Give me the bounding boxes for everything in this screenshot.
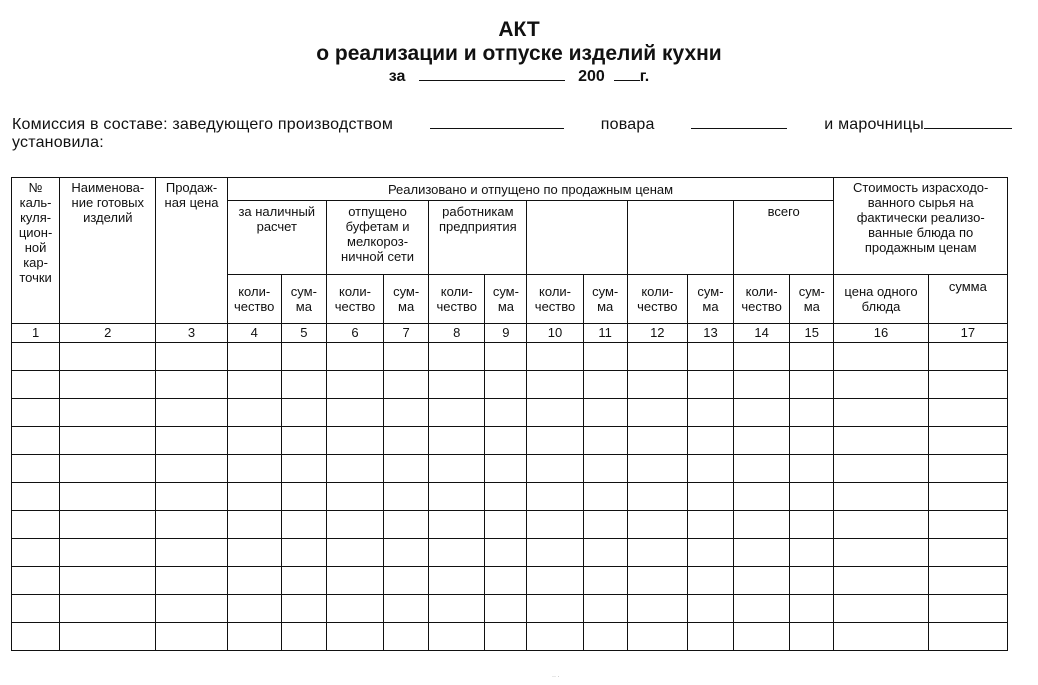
table-cell[interactable] — [12, 623, 60, 651]
column-number: 12 — [627, 324, 687, 343]
table-cell[interactable] — [281, 567, 326, 595]
table-cell[interactable] — [928, 539, 1007, 567]
table-cell[interactable] — [734, 567, 790, 595]
commission-text — [12, 116, 1012, 152]
table-cell[interactable] — [928, 567, 1007, 595]
table-cell[interactable] — [60, 483, 156, 511]
table-cell[interactable] — [627, 567, 687, 595]
column-number: 15 — [790, 324, 834, 343]
table-cell[interactable] — [227, 455, 281, 483]
table-cell[interactable] — [384, 595, 429, 623]
table-cell[interactable] — [60, 343, 156, 371]
column-number: 11 — [583, 324, 627, 343]
table-cell[interactable] — [583, 455, 627, 483]
table-cell[interactable] — [485, 595, 527, 623]
header-sold-group: Реализовано и отпущено по продажным ценам — [227, 178, 834, 201]
table-cell[interactable] — [60, 567, 156, 595]
table-cell[interactable] — [384, 483, 429, 511]
leaf-qty: коли-чество — [326, 275, 383, 324]
column-number: 16 — [834, 324, 928, 343]
table-row — [12, 595, 1008, 623]
table-row — [12, 399, 1008, 427]
table-cell[interactable] — [60, 427, 156, 455]
commission-line2: установила: — [12, 134, 104, 151]
table-cell[interactable] — [928, 483, 1007, 511]
table-cell[interactable] — [281, 455, 326, 483]
table-cell[interactable] — [485, 371, 527, 399]
table-cell[interactable] — [326, 399, 383, 427]
table-cell[interactable] — [60, 371, 156, 399]
table-cell[interactable] — [583, 343, 627, 371]
table-cell[interactable] — [485, 399, 527, 427]
table-cell[interactable] — [928, 511, 1007, 539]
table-cell[interactable] — [227, 371, 281, 399]
leaf-sum: сум-ма — [384, 275, 429, 324]
period-line — [0, 67, 1038, 87]
table-cell[interactable] — [527, 343, 583, 371]
subheader-empty-1 — [527, 201, 627, 275]
table-cell[interactable] — [790, 511, 834, 539]
document-header — [0, 18, 1038, 87]
table-cell[interactable] — [527, 483, 583, 511]
table-cell[interactable] — [12, 567, 60, 595]
table-cell[interactable] — [384, 399, 429, 427]
table-cell[interactable] — [429, 539, 485, 567]
table-cell[interactable] — [227, 399, 281, 427]
subheader-workers: работникам предприятия — [429, 201, 527, 275]
table-cell[interactable] — [429, 427, 485, 455]
table-cell[interactable] — [583, 483, 627, 511]
table-cell[interactable] — [12, 427, 60, 455]
table-cell[interactable] — [485, 483, 527, 511]
table-cell[interactable] — [834, 399, 928, 427]
report-table — [11, 177, 1008, 651]
table-cell[interactable] — [834, 567, 928, 595]
table-cell[interactable] — [429, 623, 485, 651]
table-cell[interactable] — [527, 427, 583, 455]
table-cell[interactable] — [485, 539, 527, 567]
table-cell[interactable] — [227, 427, 281, 455]
commission-part3: и марочницы — [824, 116, 924, 133]
table-cell[interactable] — [687, 623, 733, 651]
commission-part2: повара — [600, 116, 655, 133]
leaf-sum: сум-ма — [485, 275, 527, 324]
table-cell[interactable] — [627, 343, 687, 371]
table-cell[interactable] — [527, 595, 583, 623]
table-cell[interactable] — [281, 427, 326, 455]
table-cell[interactable] — [834, 483, 928, 511]
table-cell[interactable] — [627, 483, 687, 511]
table-row — [12, 511, 1008, 539]
table-cell[interactable] — [12, 511, 60, 539]
table-cell[interactable] — [60, 511, 156, 539]
table-cell[interactable] — [687, 427, 733, 455]
column-number: 6 — [326, 324, 383, 343]
table-cell[interactable] — [12, 595, 60, 623]
table-cell[interactable] — [527, 511, 583, 539]
table-cell[interactable] — [326, 595, 383, 623]
leaf-sum: сум-ма — [790, 275, 834, 324]
table-cell[interactable] — [60, 595, 156, 623]
table-cell[interactable] — [429, 567, 485, 595]
column-number: 9 — [485, 324, 527, 343]
table-cell[interactable] — [384, 567, 429, 595]
table-cell[interactable] — [834, 455, 928, 483]
header-cost-group: Стоимость израсходо-ванного сырья на фактически реализо-ванные блюда по продажным ценам — [834, 178, 1008, 275]
table-cell[interactable] — [326, 427, 383, 455]
column-number: 17 — [928, 324, 1007, 343]
manager-blank-field[interactable] — [430, 127, 564, 129]
document-subtitle: о реализации и отпуске изделий кухни — [316, 42, 722, 65]
table-cell[interactable] — [627, 427, 687, 455]
table-cell[interactable] — [734, 427, 790, 455]
table-cell[interactable] — [928, 343, 1007, 371]
table-cell[interactable] — [687, 539, 733, 567]
table-cell[interactable] — [326, 455, 383, 483]
leaf-sum: сум-ма — [687, 275, 733, 324]
table-cell[interactable] — [834, 623, 928, 651]
table-cell[interactable] — [583, 427, 627, 455]
table-cell[interactable] — [790, 455, 834, 483]
table-cell[interactable] — [583, 539, 627, 567]
table-cell[interactable] — [281, 595, 326, 623]
table-cell[interactable] — [928, 371, 1007, 399]
column-number: 7 — [384, 324, 429, 343]
table-cell[interactable] — [156, 567, 227, 595]
table-cell[interactable] — [326, 623, 383, 651]
table-cell[interactable] — [687, 595, 733, 623]
table-cell[interactable] — [429, 343, 485, 371]
table-cell[interactable] — [429, 371, 485, 399]
table-cell[interactable] — [790, 343, 834, 371]
table-cell[interactable] — [429, 455, 485, 483]
table-cell[interactable] — [834, 427, 928, 455]
table-row — [12, 539, 1008, 567]
table-cell[interactable] — [156, 483, 227, 511]
table-cell[interactable] — [527, 455, 583, 483]
table-cell[interactable] — [429, 511, 485, 539]
table-cell[interactable] — [384, 511, 429, 539]
table-cell[interactable] — [834, 595, 928, 623]
table-cell[interactable] — [429, 483, 485, 511]
table-cell[interactable] — [485, 623, 527, 651]
table-cell[interactable] — [734, 399, 790, 427]
table-cell[interactable] — [326, 483, 383, 511]
leaf-sum: сум-ма — [583, 275, 627, 324]
table-cell[interactable] — [384, 539, 429, 567]
table-cell[interactable] — [281, 483, 326, 511]
table-cell[interactable] — [60, 399, 156, 427]
table-cell[interactable] — [429, 399, 485, 427]
table-cell[interactable] — [281, 623, 326, 651]
header-item-name: Наименова-ние готовых изделий — [60, 178, 156, 324]
period-suffix: г. — [639, 68, 650, 85]
column-number-row — [12, 324, 1008, 343]
table-row — [12, 371, 1008, 399]
period-year: 200 — [578, 68, 605, 85]
table-cell[interactable] — [928, 427, 1007, 455]
table-cell[interactable] — [156, 371, 227, 399]
table-cell[interactable] — [734, 483, 790, 511]
table-cell[interactable] — [227, 623, 281, 651]
table-cell[interactable] — [928, 455, 1007, 483]
table-cell[interactable] — [627, 539, 687, 567]
leaf-total-sum: сумма — [928, 275, 1007, 324]
table-cell[interactable] — [485, 455, 527, 483]
leaf-sum: сум-ма — [281, 275, 326, 324]
table-cell[interactable] — [734, 511, 790, 539]
table-cell[interactable] — [527, 371, 583, 399]
leaf-price-per-dish: цена одного блюда — [834, 275, 928, 324]
table-cell[interactable] — [384, 371, 429, 399]
column-number: 2 — [60, 324, 156, 343]
table-cell[interactable] — [734, 595, 790, 623]
table-cell[interactable] — [734, 343, 790, 371]
table-cell[interactable] — [227, 595, 281, 623]
table-cell[interactable] — [583, 371, 627, 399]
table-cell[interactable] — [834, 511, 928, 539]
table-cell[interactable] — [12, 399, 60, 427]
table-cell[interactable] — [281, 399, 326, 427]
table-cell[interactable] — [281, 511, 326, 539]
table-cell[interactable] — [60, 623, 156, 651]
table-cell[interactable] — [485, 567, 527, 595]
table-cell[interactable] — [627, 455, 687, 483]
table-row — [12, 567, 1008, 595]
table-cell[interactable] — [627, 511, 687, 539]
table-cell[interactable] — [834, 343, 928, 371]
table-cell[interactable] — [583, 595, 627, 623]
table-cell[interactable] — [485, 511, 527, 539]
column-number: 14 — [734, 324, 790, 343]
table-cell[interactable] — [834, 539, 928, 567]
table-cell[interactable] — [326, 343, 383, 371]
table-cell[interactable] — [156, 539, 227, 567]
table-cell[interactable] — [687, 455, 733, 483]
document-title: АКТ — [498, 18, 540, 41]
cook-blank-field[interactable] — [691, 127, 787, 129]
table-cell[interactable] — [326, 567, 383, 595]
table-cell[interactable] — [687, 483, 733, 511]
table-row — [12, 343, 1008, 371]
subheader-total: всего — [734, 201, 834, 275]
table-cell[interactable] — [928, 399, 1007, 427]
table-cell[interactable] — [583, 399, 627, 427]
table-cell[interactable] — [583, 623, 627, 651]
table-cell[interactable] — [734, 539, 790, 567]
blank-rows — [12, 343, 1008, 651]
leaf-qty: коли-чество — [429, 275, 485, 324]
table-cell[interactable] — [156, 399, 227, 427]
table-cell[interactable] — [928, 595, 1007, 623]
table-cell[interactable] — [227, 511, 281, 539]
table-cell[interactable] — [627, 399, 687, 427]
table-cell[interactable] — [12, 455, 60, 483]
table-cell[interactable] — [734, 455, 790, 483]
table-cell[interactable] — [627, 623, 687, 651]
table-cell[interactable] — [687, 371, 733, 399]
table-cell[interactable] — [790, 595, 834, 623]
table-cell[interactable] — [790, 567, 834, 595]
year-blank-field[interactable] — [614, 79, 640, 81]
table-cell[interactable] — [60, 539, 156, 567]
print-mark: ·· · — [552, 674, 560, 680]
table-cell[interactable] — [627, 371, 687, 399]
leaf-qty: коли-чество — [227, 275, 281, 324]
table-cell[interactable] — [60, 455, 156, 483]
column-number: 8 — [429, 324, 485, 343]
table-cell[interactable] — [687, 399, 733, 427]
table-cell[interactable] — [687, 567, 733, 595]
table-cell[interactable] — [429, 595, 485, 623]
table-row — [12, 455, 1008, 483]
table-cell[interactable] — [527, 623, 583, 651]
subheader-cash: за наличный расчет — [227, 201, 326, 275]
table-cell[interactable] — [156, 343, 227, 371]
table-cell[interactable] — [156, 427, 227, 455]
table-cell[interactable] — [227, 567, 281, 595]
subheader-buffet: отпущено буфетам и мелкороз-ничной сети — [326, 201, 428, 275]
table-cell[interactable] — [281, 343, 326, 371]
leaf-qty: коли-чество — [734, 275, 790, 324]
table-row — [12, 623, 1008, 651]
table-cell[interactable] — [156, 623, 227, 651]
table-row — [12, 483, 1008, 511]
table-cell[interactable] — [790, 483, 834, 511]
table-cell[interactable] — [281, 539, 326, 567]
table-cell[interactable] — [485, 427, 527, 455]
period-prefix: за — [388, 68, 406, 85]
table-cell[interactable] — [326, 539, 383, 567]
table-cell[interactable] — [790, 427, 834, 455]
column-number: 4 — [227, 324, 281, 343]
table-cell[interactable] — [790, 623, 834, 651]
table-cell[interactable] — [156, 511, 227, 539]
table-cell[interactable] — [326, 511, 383, 539]
table-cell[interactable] — [326, 371, 383, 399]
table-cell[interactable] — [12, 371, 60, 399]
table-cell[interactable] — [734, 371, 790, 399]
table-cell[interactable] — [281, 371, 326, 399]
table-cell[interactable] — [583, 567, 627, 595]
table-cell[interactable] — [687, 511, 733, 539]
table-cell[interactable] — [790, 539, 834, 567]
table-cell[interactable] — [156, 595, 227, 623]
table-cell[interactable] — [928, 623, 1007, 651]
table-cell[interactable] — [12, 483, 60, 511]
column-number: 3 — [156, 324, 227, 343]
leaf-qty: коли-чество — [627, 275, 687, 324]
table-cell[interactable] — [227, 343, 281, 371]
subheader-empty-2 — [627, 201, 733, 275]
table-cell[interactable] — [384, 623, 429, 651]
table-cell[interactable] — [384, 427, 429, 455]
column-number: 10 — [527, 324, 583, 343]
table-cell[interactable] — [834, 371, 928, 399]
table-row — [12, 427, 1008, 455]
period-blank-field[interactable] — [419, 79, 565, 81]
table-cell[interactable] — [527, 399, 583, 427]
column-number: 13 — [687, 324, 733, 343]
table-cell[interactable] — [734, 623, 790, 651]
table-cell[interactable] — [12, 343, 60, 371]
table-cell[interactable] — [527, 539, 583, 567]
table-cell[interactable] — [227, 483, 281, 511]
table-cell[interactable] — [227, 539, 281, 567]
column-number: 5 — [281, 324, 326, 343]
table-cell[interactable] — [790, 371, 834, 399]
column-number: 1 — [12, 324, 60, 343]
marker-blank-field[interactable] — [924, 127, 1012, 129]
table-cell[interactable] — [583, 511, 627, 539]
table-cell[interactable] — [384, 455, 429, 483]
table-cell[interactable] — [12, 539, 60, 567]
table-cell[interactable] — [527, 567, 583, 595]
table-cell[interactable] — [384, 343, 429, 371]
table-cell[interactable] — [485, 343, 527, 371]
commission-part1: Комиссия в составе: заведующего производством — [12, 116, 394, 133]
table-cell[interactable] — [627, 595, 687, 623]
table-cell[interactable] — [156, 455, 227, 483]
header-sale-price: Продаж-ная цена — [156, 178, 227, 324]
table-cell[interactable] — [687, 343, 733, 371]
leaf-qty: коли-чество — [527, 275, 583, 324]
header-card-number: № каль-куля-цион-ной кар-точки — [12, 178, 60, 324]
table-cell[interactable] — [790, 399, 834, 427]
